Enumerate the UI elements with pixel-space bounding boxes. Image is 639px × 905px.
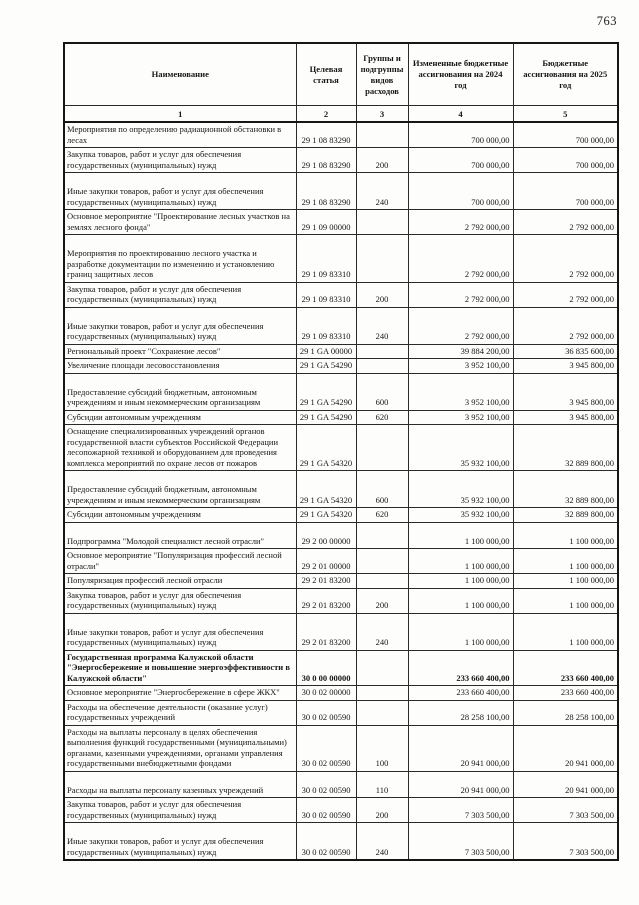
row-expense-group: 200	[356, 282, 408, 307]
row-expense-group: 240	[356, 613, 408, 650]
row-name: Закупка товаров, работ и услуг для обеспечения государственных (муниципальных) нужд	[64, 282, 296, 307]
row-target-article: 29 1 09 83310	[296, 235, 356, 283]
row-amount-2025: 700 000,00	[513, 122, 618, 148]
row-amount-2025: 20 941 000,00	[513, 771, 618, 798]
row-name: Основное мероприятие "Энергосбережение в сфере ЖКХ"	[64, 686, 296, 701]
row-name: Оснащение специализированных учреждений органов государственной власти субъектов Российской Федерации лесопожарной техникой и оборудованием для проведения комплекса мероприятий по охране лесов от пожаров	[64, 425, 296, 471]
row-target-article: 30 0 02 00590	[296, 798, 356, 823]
row-amount-2025: 1 100 000,00	[513, 574, 618, 589]
row-name: Расходы на обеспечение деятельности (оказание услуг) государственных учреждений	[64, 700, 296, 725]
row-expense-group	[356, 235, 408, 283]
table-row	[64, 148, 618, 173]
row-amount-2024: 2 792 000,00	[408, 307, 513, 344]
row-amount-2025: 20 941 000,00	[513, 725, 618, 771]
row-amount-2025: 3 945 800,00	[513, 410, 618, 425]
table-row	[64, 122, 618, 148]
row-amount-2024: 1 100 000,00	[408, 522, 513, 549]
row-expense-group	[356, 425, 408, 471]
table-row	[64, 173, 618, 210]
header-row	[64, 43, 618, 106]
row-name: Региональный проект "Сохранение лесов"	[64, 344, 296, 359]
row-name: Популяризация профессий лесной отрасли	[64, 574, 296, 589]
row-name: Мероприятия по проектированию лесного участка и разработке документации по изменению и установлению границ защитных лесов	[64, 235, 296, 283]
row-amount-2025: 28 258 100,00	[513, 700, 618, 725]
row-amount-2025: 2 792 000,00	[513, 235, 618, 283]
row-amount-2024: 3 952 100,00	[408, 410, 513, 425]
row-amount-2024: 2 792 000,00	[408, 235, 513, 283]
row-target-article: 29 1 GA 54290	[296, 373, 356, 410]
row-target-article: 30 0 02 00590	[296, 725, 356, 771]
row-amount-2025: 1 100 000,00	[513, 613, 618, 650]
row-amount-2024: 20 941 000,00	[408, 771, 513, 798]
table-row	[64, 725, 618, 771]
row-target-article: 29 2 00 00000	[296, 522, 356, 549]
row-amount-2024: 20 941 000,00	[408, 725, 513, 771]
row-amount-2024: 35 932 100,00	[408, 471, 513, 508]
row-amount-2025: 32 889 800,00	[513, 471, 618, 508]
column-header-allocations-2025: Бюджетные ассигнования на 2025 год	[513, 43, 618, 106]
row-name: Расходы на выплаты персоналу казенных учреждений	[64, 771, 296, 798]
row-target-article: 29 2 01 83200	[296, 588, 356, 613]
table-row	[64, 686, 618, 701]
row-amount-2025: 2 792 000,00	[513, 210, 618, 235]
table-row	[64, 549, 618, 574]
table-row	[64, 282, 618, 307]
row-amount-2024: 1 100 000,00	[408, 588, 513, 613]
row-amount-2024: 1 100 000,00	[408, 574, 513, 589]
row-amount-2024: 700 000,00	[408, 122, 513, 148]
table-row	[64, 471, 618, 508]
row-target-article: 29 2 01 83200	[296, 574, 356, 589]
row-target-article: 29 2 01 83200	[296, 613, 356, 650]
table-row	[64, 307, 618, 344]
row-target-article: 29 1 GA 54320	[296, 508, 356, 523]
row-expense-group: 620	[356, 410, 408, 425]
row-target-article: 30 0 02 00590	[296, 823, 356, 861]
budget-allocation-table	[63, 42, 619, 861]
row-target-article: 29 1 GA 54290	[296, 410, 356, 425]
row-target-article: 29 1 09 83310	[296, 282, 356, 307]
row-target-article: 29 2 01 00000	[296, 549, 356, 574]
row-name: Иные закупки товаров, работ и услуг для обеспечения государственных (муниципальных) нужд	[64, 613, 296, 650]
column-number-row	[64, 106, 618, 123]
row-amount-2024: 2 792 000,00	[408, 282, 513, 307]
row-expense-group: 110	[356, 771, 408, 798]
row-name: Субсидии автономным учреждениям	[64, 410, 296, 425]
row-amount-2025: 32 889 800,00	[513, 508, 618, 523]
table-row	[64, 235, 618, 283]
row-amount-2025: 700 000,00	[513, 148, 618, 173]
row-expense-group	[356, 574, 408, 589]
row-expense-group	[356, 344, 408, 359]
table-row	[64, 700, 618, 725]
row-expense-group: 240	[356, 823, 408, 861]
row-amount-2024: 1 100 000,00	[408, 613, 513, 650]
row-expense-group: 200	[356, 588, 408, 613]
row-name: Закупка товаров, работ и услуг для обеспечения государственных (муниципальных) нужд	[64, 798, 296, 823]
row-amount-2024: 39 884 200,00	[408, 344, 513, 359]
row-name: Закупка товаров, работ и услуг для обеспечения государственных (муниципальных) нужд	[64, 148, 296, 173]
row-name: Основное мероприятие "Проектирование лесных участков на землях лесного фонда"	[64, 210, 296, 235]
column-header-target-article: Целевая статья	[296, 43, 356, 106]
row-expense-group: 200	[356, 798, 408, 823]
row-name: Государственная программа Калужской области "Энергосбережение и повышение энергоэффективности в Калужской области"	[64, 650, 296, 686]
row-amount-2024: 7 303 500,00	[408, 798, 513, 823]
row-amount-2024: 3 952 100,00	[408, 359, 513, 374]
row-amount-2024: 35 932 100,00	[408, 425, 513, 471]
row-name: Предоставление субсидий бюджетным, автономным учреждениям и иным некоммерческим организациям	[64, 373, 296, 410]
table-row	[64, 574, 618, 589]
row-expense-group: 240	[356, 173, 408, 210]
row-amount-2024: 2 792 000,00	[408, 210, 513, 235]
row-name: Основное мероприятие "Популяризация профессий лесной отрасли"	[64, 549, 296, 574]
table-row	[64, 823, 618, 861]
row-target-article: 29 1 08 83290	[296, 173, 356, 210]
row-amount-2024: 700 000,00	[408, 173, 513, 210]
row-target-article: 29 1 GA 54320	[296, 471, 356, 508]
row-target-article: 30 0 02 00590	[296, 700, 356, 725]
column-header-expense-groups: Группы и подгруппы видов расходов	[356, 43, 408, 106]
row-amount-2025: 32 889 800,00	[513, 425, 618, 471]
table-row	[64, 344, 618, 359]
table-header	[64, 43, 618, 122]
table-row	[64, 210, 618, 235]
column-header-name: Наименование	[64, 43, 296, 106]
row-amount-2025: 700 000,00	[513, 173, 618, 210]
row-amount-2024: 700 000,00	[408, 148, 513, 173]
row-amount-2025: 3 945 800,00	[513, 359, 618, 374]
row-expense-group	[356, 210, 408, 235]
row-name: Расходы на выплаты персоналу в целях обеспечения выполнения функций государственными (муниципальными) органами, казенными учреждениями, органами управления государственными внебюджетными фондами	[64, 725, 296, 771]
row-name: Увеличение площади лесовосстановления	[64, 359, 296, 374]
column-number-3: 3	[356, 106, 408, 123]
row-amount-2025: 3 945 800,00	[513, 373, 618, 410]
row-amount-2024: 28 258 100,00	[408, 700, 513, 725]
row-amount-2025: 2 792 000,00	[513, 282, 618, 307]
table-row	[64, 798, 618, 823]
row-amount-2025: 1 100 000,00	[513, 522, 618, 549]
row-amount-2025: 36 835 600,00	[513, 344, 618, 359]
row-expense-group	[356, 650, 408, 686]
column-number-1: 1	[64, 106, 296, 123]
table-row	[64, 508, 618, 523]
row-target-article: 29 1 GA 00000	[296, 344, 356, 359]
table-row	[64, 771, 618, 798]
table-row	[64, 359, 618, 374]
row-amount-2024: 233 660 400,00	[408, 650, 513, 686]
row-target-article: 29 1 GA 54290	[296, 359, 356, 374]
table-row	[64, 588, 618, 613]
row-name: Иные закупки товаров, работ и услуг для обеспечения государственных (муниципальных) нужд	[64, 307, 296, 344]
row-name: Предоставление субсидий бюджетным, автономным учреждениям и иным некоммерческим организациям	[64, 471, 296, 508]
row-expense-group: 620	[356, 508, 408, 523]
table-row	[64, 410, 618, 425]
row-name: Подпрограмма "Молодой специалист лесной отрасли"	[64, 522, 296, 549]
row-amount-2024: 3 952 100,00	[408, 373, 513, 410]
row-amount-2024: 1 100 000,00	[408, 549, 513, 574]
row-expense-group: 200	[356, 148, 408, 173]
row-expense-group: 600	[356, 471, 408, 508]
row-name: Закупка товаров, работ и услуг для обеспечения государственных (муниципальных) нужд	[64, 588, 296, 613]
row-amount-2025: 1 100 000,00	[513, 549, 618, 574]
row-target-article: 30 0 02 00590	[296, 771, 356, 798]
budget-table-body	[64, 122, 618, 860]
row-expense-group	[356, 522, 408, 549]
row-amount-2025: 1 100 000,00	[513, 588, 618, 613]
row-name: Иные закупки товаров, работ и услуг для обеспечения государственных (муниципальных) нужд	[64, 823, 296, 861]
row-expense-group: 100	[356, 725, 408, 771]
column-number-4: 4	[408, 106, 513, 123]
row-expense-group	[356, 686, 408, 701]
row-name: Иные закупки товаров, работ и услуг для обеспечения государственных (муниципальных) нужд	[64, 173, 296, 210]
row-target-article: 30 0 00 00000	[296, 650, 356, 686]
row-expense-group	[356, 549, 408, 574]
row-amount-2024: 35 932 100,00	[408, 508, 513, 523]
row-target-article: 30 0 02 00000	[296, 686, 356, 701]
table-row	[64, 373, 618, 410]
table-row	[64, 425, 618, 471]
page-number: 763	[596, 14, 617, 28]
row-expense-group: 240	[356, 307, 408, 344]
row-expense-group: 600	[356, 373, 408, 410]
row-expense-group	[356, 359, 408, 374]
row-expense-group	[356, 700, 408, 725]
row-target-article: 29 1 09 00000	[296, 210, 356, 235]
budget-table-container	[63, 42, 617, 861]
column-number-2: 2	[296, 106, 356, 123]
row-target-article: 29 1 GA 54320	[296, 425, 356, 471]
row-expense-group	[356, 122, 408, 148]
row-target-article: 29 1 08 83290	[296, 122, 356, 148]
row-name: Субсидии автономным учреждениям	[64, 508, 296, 523]
table-row	[64, 613, 618, 650]
row-amount-2025: 2 792 000,00	[513, 307, 618, 344]
row-amount-2024: 233 660 400,00	[408, 686, 513, 701]
table-row	[64, 522, 618, 549]
row-target-article: 29 1 09 83310	[296, 307, 356, 344]
row-target-article: 29 1 08 83290	[296, 148, 356, 173]
row-amount-2025: 233 660 400,00	[513, 686, 618, 701]
table-row	[64, 650, 618, 686]
row-amount-2025: 7 303 500,00	[513, 823, 618, 861]
column-number-5: 5	[513, 106, 618, 123]
row-amount-2024: 7 303 500,00	[408, 823, 513, 861]
row-amount-2025: 233 660 400,00	[513, 650, 618, 686]
column-header-allocations-2024: Измененные бюджетные ассигнования на 2024 год	[408, 43, 513, 106]
row-name: Мероприятия по определению радиационной обстановки в лесах	[64, 122, 296, 148]
row-amount-2025: 7 303 500,00	[513, 798, 618, 823]
